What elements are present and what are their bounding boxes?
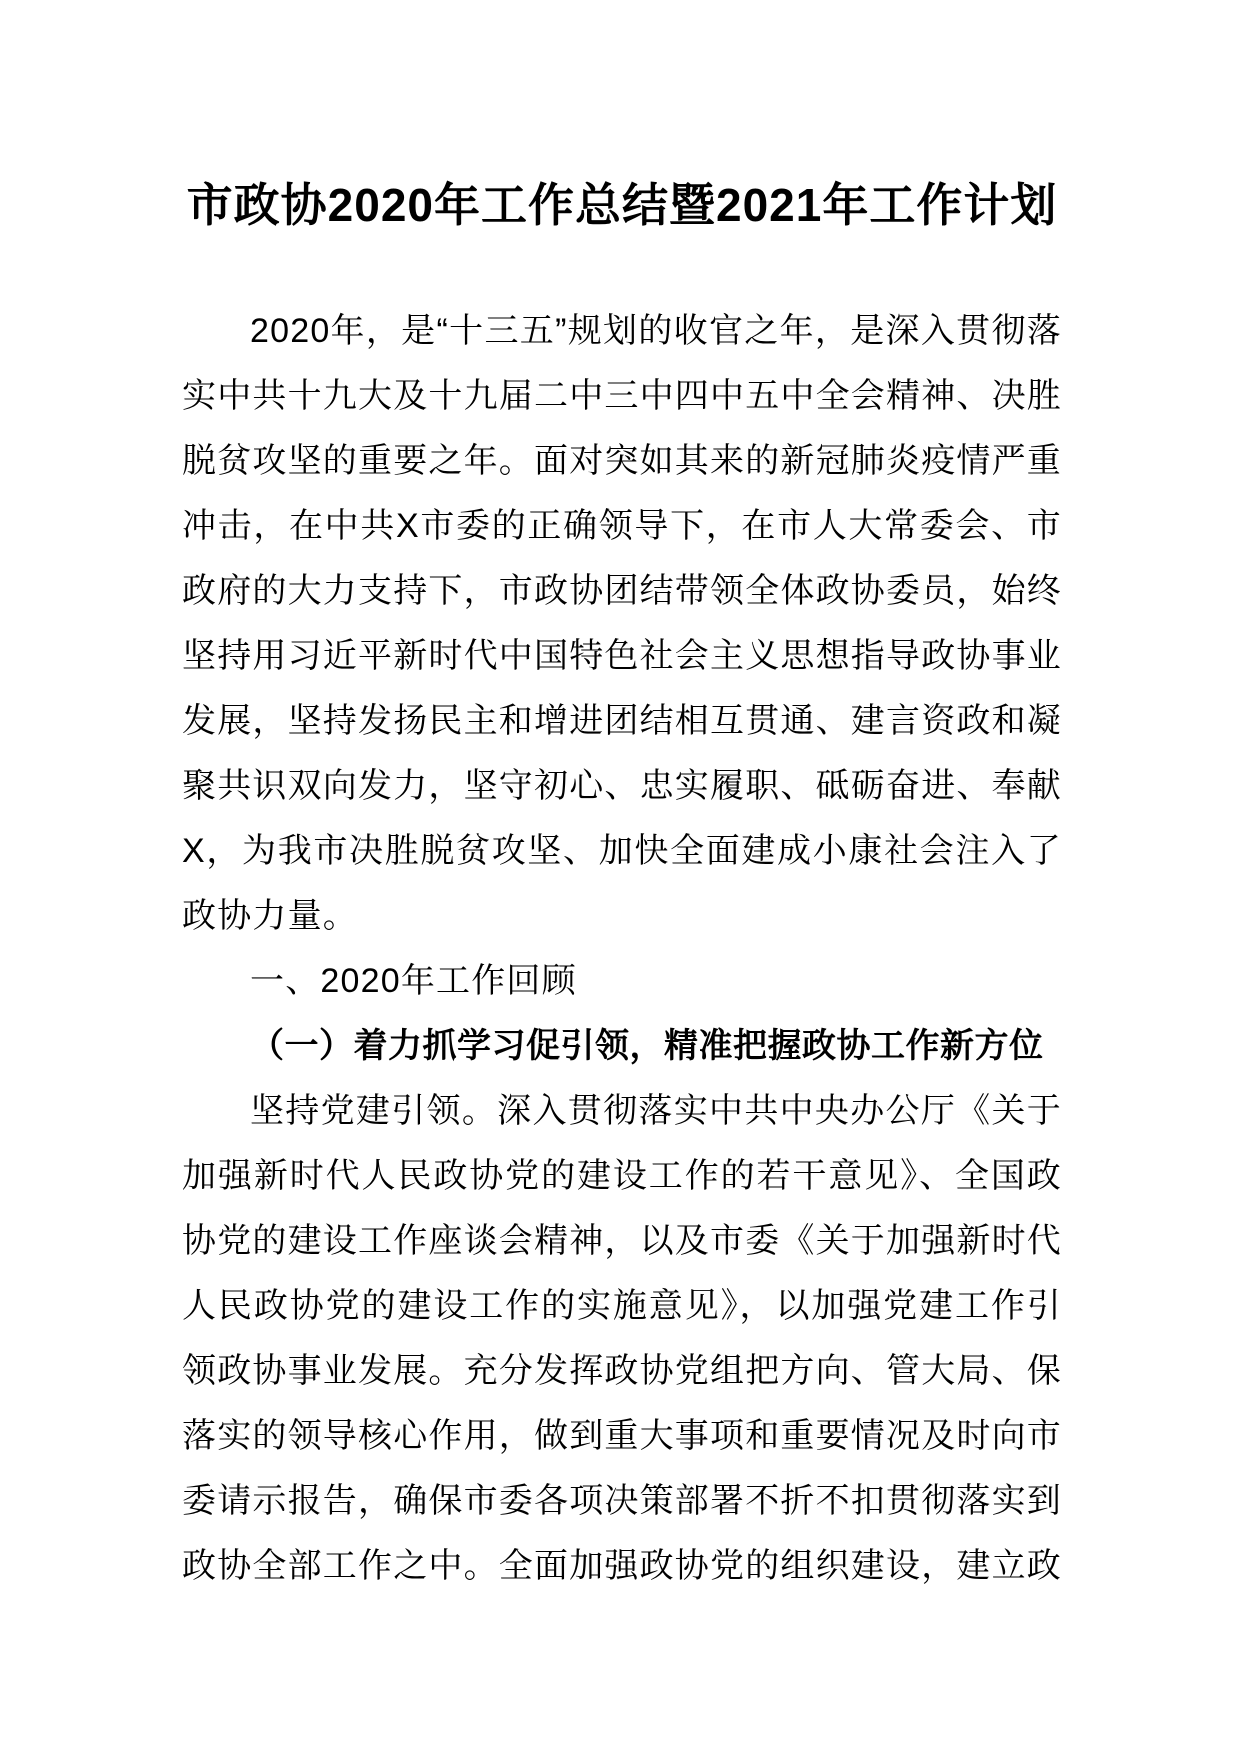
paragraph-party-building: 坚持党建引领。深入贯彻落实中共中央办公厅《关于加强新时代人民政协党的建设工作的若干意见》、全国政协党的建设工作座谈会精神，以及市委《关于加强新时代人民政协党的建设工作的实施意见》，以加强党建工作引领政协事业发展。充分发挥政协党组把方向、管大局、保落实的领导核心作用，做到重大事项和重要情况及时向市委请示报告，确保市委各项决策部署不折不扣贯彻落实到政协全部工作之中。全面加强政协党的组织建设，建立政	[182, 1092, 1062, 1585]
document-title: 市政协2020年工作总结暨2021年工作计划	[186, 179, 1058, 231]
subsection-heading-study-guidance: （一）着力抓学习促引领，精准把握政协工作新方位	[250, 1027, 1044, 1065]
section-heading-2020-work-review: 一、2020年工作回顾	[250, 962, 577, 1000]
paragraph-intro: 2020年，是“十三五”规划的收官之年，是深入贯彻落实中共十九大及十九届二中三中四中五中全会精神、决胜脱贫攻坚的重要之年。面对突如其来的新冠肺炎疫情严重冲击，在中共X市委的正确领导下，在市人大常委会、市政府的大力支持下，市政协团结带领全体政协委员，始终坚持用习近平新时代中国特色社会主义思想指导政协事业发展，坚持发扬民主和增进团结相互贯通、建言资政和凝聚共识双向发力，坚守初心、忠实履职、砥砺奋进、奉献X，为我市决胜脱贫攻坚、加快全面建成小康社会注入了政协力量。	[182, 312, 1062, 935]
